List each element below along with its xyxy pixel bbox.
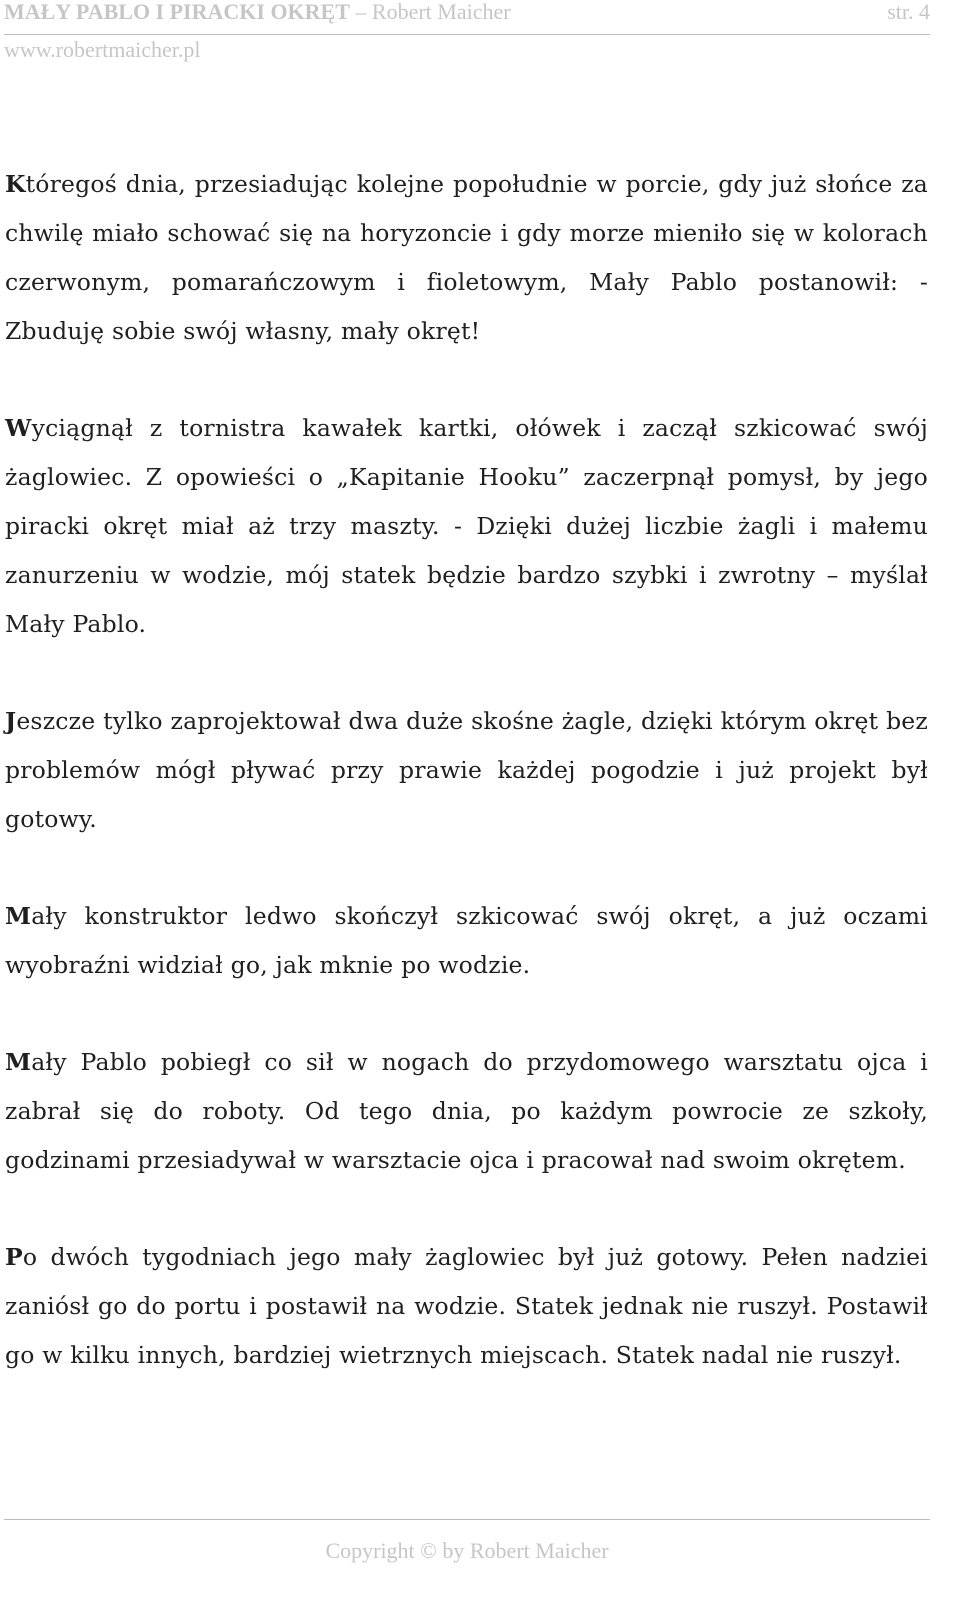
paragraph-initial: W xyxy=(5,414,32,442)
paragraph xyxy=(5,1038,928,1185)
story-body xyxy=(5,160,928,1428)
paragraph xyxy=(5,697,928,844)
paragraph-initial: M xyxy=(5,1048,32,1076)
paragraph-initial: P xyxy=(5,1243,23,1271)
author-name: Robert Maicher xyxy=(371,0,511,24)
paragraph-text: ały konstruktor ledwo skończył szkicować swój okręt, a już oczami wyobraźni widział go, jak mknie po wodzie. xyxy=(5,902,928,979)
page-footer xyxy=(4,1519,930,1563)
paragraph-text: tóregoś dnia, przesiadując kolejne popołudnie w porcie, gdy już słońce za chwilę miało schować się na horyzoncie i gdy morze mieniło się w kolorach czerwonym, pomarańczowym i fioletowym, Mały Pablo postanowił: - Zbuduję sobie swój własny, mały okręt! xyxy=(5,170,928,345)
paragraph-text: yciągnął z tornistra kawałek kartki, ołówek i zaczął szkicować swój żaglowiec. Z opowieści o „Kapitanie Hooku” zaczerpnął pomysł, by jego piracki okręt miał aż trzy maszty. - Dzięki dużej liczbie żagli i małemu zanurzeniu w wodzie, mój statek będzie bardzo szybki i zwrotny – myślał Mały Pablo. xyxy=(5,414,928,638)
running-title xyxy=(4,0,511,24)
paragraph xyxy=(5,1233,928,1380)
page-number: str. 4 xyxy=(887,0,930,24)
paragraph xyxy=(5,404,928,649)
paragraph-text: eszcze tylko zaprojektował dwa duże skośne żagle, dzięki którym okręt bez problemów mógł pływać przy prawie każdej pogodzie i już projekt był gotowy. xyxy=(5,707,928,833)
book-title: MAŁY PABLO I PIRACKI OKRĘT xyxy=(4,0,350,24)
website-url: www.robertmaicher.pl xyxy=(4,37,201,62)
title-separator: – xyxy=(355,0,367,24)
paragraph-initial: M xyxy=(5,902,32,930)
paragraph-text: ały Pablo pobiegł co sił w nogach do przydomowego warsztatu ojca i zabrał się do roboty. Od tego dnia, po każdym powrocie ze szkoły, godzinami przesiadywał w warsztacie ojca i pracował nad swoim okrętem. xyxy=(5,1048,928,1174)
paragraph-initial: K xyxy=(5,170,26,198)
paragraph xyxy=(5,160,928,356)
paragraph xyxy=(5,892,928,990)
copyright-notice: Copyright © by Robert Maicher xyxy=(325,1538,609,1563)
paragraph-initial: J xyxy=(5,707,17,735)
paragraph-text: o dwóch tygodniach jego mały żaglowiec był już gotowy. Pełen nadziei zaniósł go do portu i postawił na wodzie. Statek jednak nie ruszył. Postawił go w kilku innych, bardziej wietrznych miejscach. Statek nadal nie ruszył. xyxy=(5,1243,928,1369)
page-header xyxy=(4,0,930,35)
